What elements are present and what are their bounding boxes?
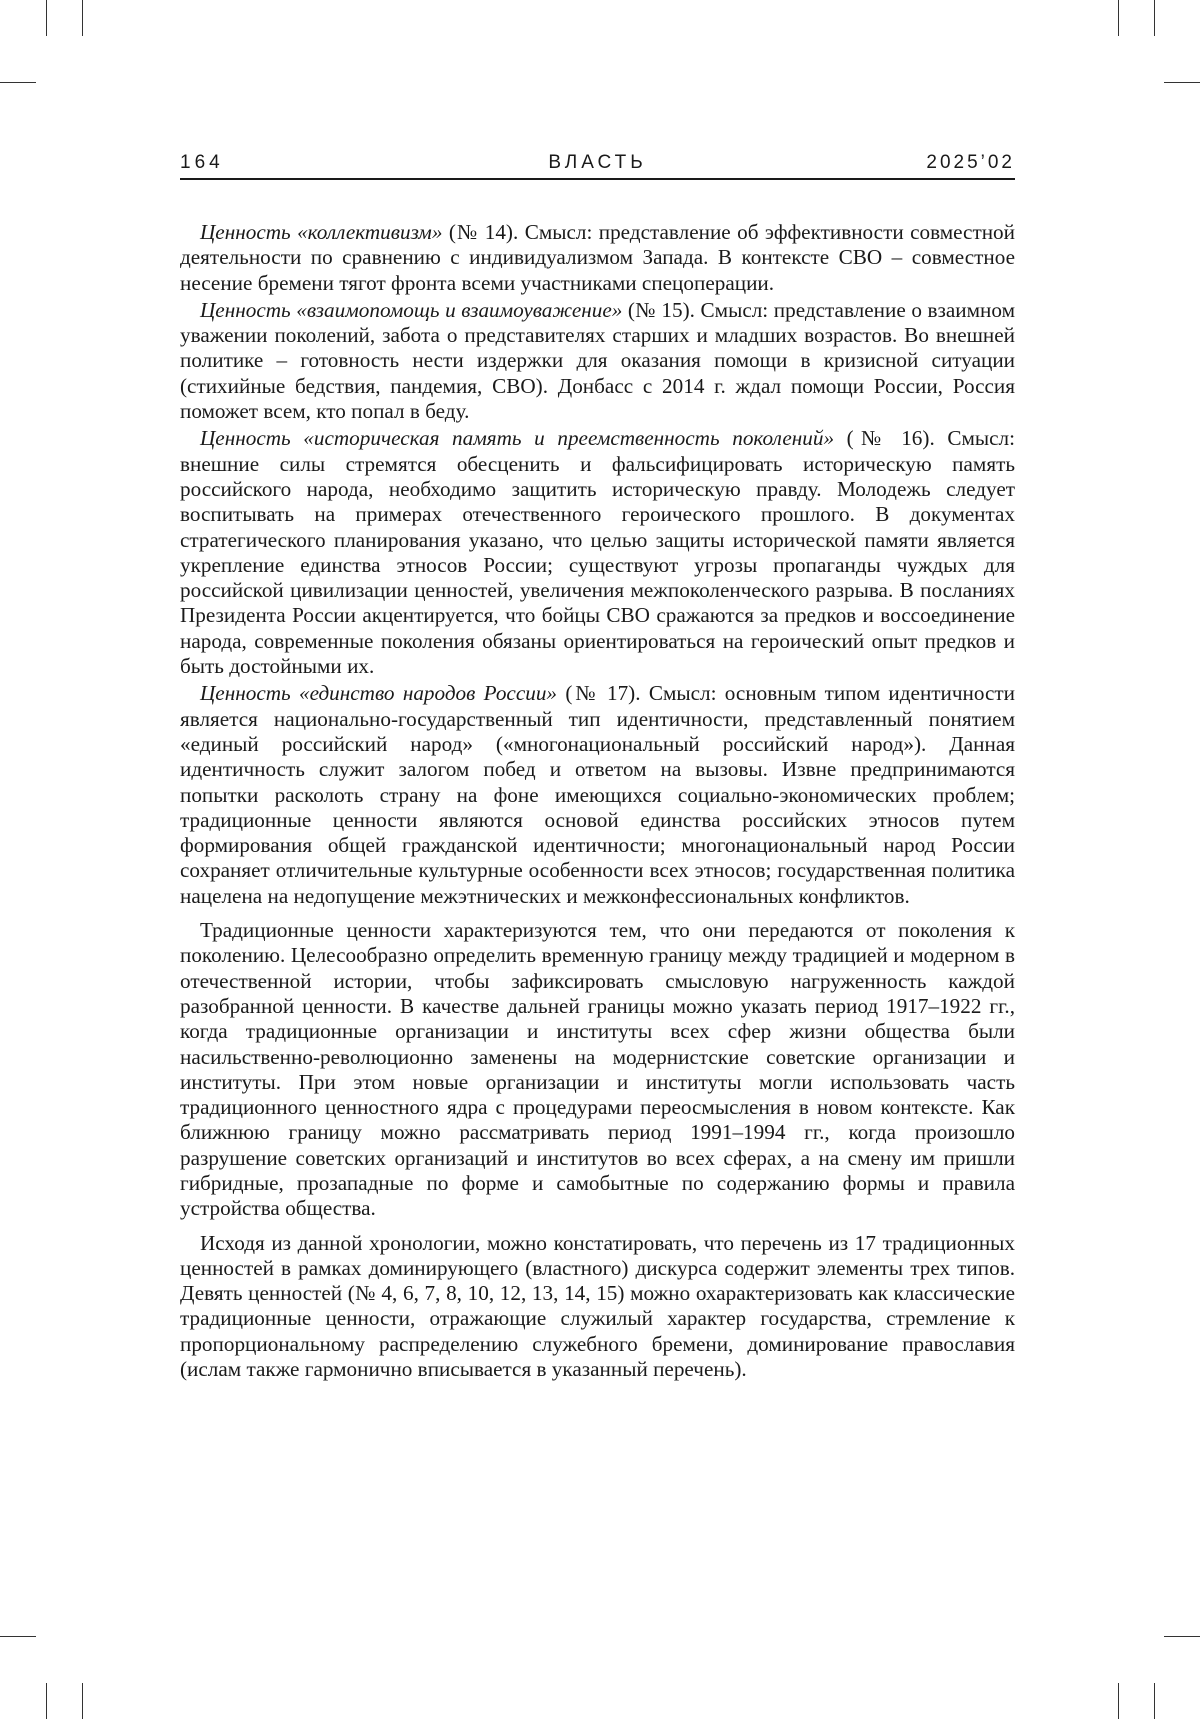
crop-mark bbox=[1118, 0, 1119, 36]
value-heading: Ценность «взаимопомощь и взаимоуважение» bbox=[200, 298, 622, 322]
paragraph-text: (№ 14). Смысл: представление об эффективности совместной деятельности по сравнению с индивидуализмом Запада. В контексте СВО – совместное несение бремени тягот фронта всеми участниками спецоперации. bbox=[180, 220, 1015, 295]
paragraph bbox=[180, 298, 1015, 424]
paragraph bbox=[180, 426, 1015, 679]
crop-mark bbox=[1118, 1683, 1119, 1719]
value-heading: Ценность «единство народов России» bbox=[200, 681, 557, 705]
paragraph bbox=[180, 1231, 1015, 1383]
paragraph-text: (№ 17). Смысл: основным типом идентичности является национально-государственный тип идентичности, представленный понятием «единый российский народ» («многонациональный российский народ»). Данная идентичность служит залогом побед и ответом на вызовы. Извне предпринимаются попытки расколоть страну на фоне имеющихся социально-экономических проблем; традиционные ценности являются основой единства российских этносов путем формирования общей гражданской идентичности; многонациональный народ России сохраняет отличительные культурные особенности всех этносов; государственная политика нацелена на недопущение межэтнических и межконфессиональных конфликтов. bbox=[180, 681, 1015, 907]
page-number: 164 bbox=[180, 152, 224, 174]
paragraph-text: Традиционные ценности характеризуются тем, что они передаются от поколения к поколению. Целесообразно определить временную границу между традицией и модерном в отечественной истории, чтобы зафиксировать смысловую нагруженность каждой разобранной ценности. В качестве дальней границы можно указать период 1917–1922 гг., когда традиционные организации и институты всех сфер жизни общества были насильственно-революционно заменены на модернистские советские организации и институты. При этом новые организации и институты могли использовать часть традиционного ценностного ядра с процедурами переосмысления в новом контексте. Как ближнюю границу можно рассматривать период 1991–1994 гг., когда произошло разрушение советских организаций и институтов во всех сферах, а на смену им пришли гибридные, прозападные по форме и самобытные по содержанию формы и правила устройства общества. bbox=[180, 918, 1015, 1220]
value-heading: Ценность «историческая память и преемственность поколений» bbox=[200, 426, 834, 450]
crop-mark bbox=[1154, 0, 1155, 36]
crop-mark bbox=[82, 0, 83, 36]
paragraph-text: (№ 16). Смысл: внешние силы стремятся обесценить и фальсифицировать историческую память российского народа, необходимо защитить историческую правду. Молодежь следует воспитывать на примерах отечественного героического прошлого. В документах стратегического планирования указано, что целью защиты исторической памяти является укрепление единства этносов России; существуют угрозы пропаганды чуждых для российской цивилизации ценностей, увеличения межпоколенческого разрыва. В посланиях Президента России акцентируется, что бойцы СВО сражаются за предков и воссоединение народа, современные поколения обязаны ориентироваться на героический опыт предков и быть достойными их. bbox=[180, 426, 1015, 678]
journal-title: ВЛАСТЬ bbox=[180, 152, 1015, 174]
issue-number: 2025’02 bbox=[926, 152, 1015, 174]
crop-mark bbox=[46, 0, 47, 36]
crop-mark bbox=[1154, 1683, 1155, 1719]
paragraph bbox=[180, 918, 1015, 1222]
crop-mark bbox=[1164, 1636, 1200, 1637]
crop-mark bbox=[0, 82, 36, 83]
paragraph bbox=[180, 681, 1015, 909]
running-header bbox=[180, 152, 1015, 180]
crop-mark bbox=[82, 1683, 83, 1719]
paragraph-text: (№ 15). Смысл: представление о взаимном уважении поколений, забота о представителях старших и младших возрастов. Во внешней политике – готовность нести издержки для оказания помощи в кризисной ситуации (стихийные бедствия, пандемия, СВО). Донбасс с 2014 г. ждал помощи России, Россия поможет всем, кто попал в беду. bbox=[180, 298, 1015, 423]
crop-mark bbox=[0, 1636, 36, 1637]
paragraph-text: Исходя из данной хронологии, можно констатировать, что перечень из 17 традиционных ценностей в рамках доминирующего (властного) дискурса содержит элементы трех типов. Девять ценностей (№ 4, 6, 7, 8, 10, 12, 13, 14, 15) можно охарактеризовать как классические традиционные ценности, отражающие служилый характер государства, стремление к пропорциональному распределению служебного бремени, доминирование православия (ислам также гармонично вписывается в указанный перечень). bbox=[180, 1231, 1015, 1381]
paragraph bbox=[180, 220, 1015, 296]
article-body bbox=[180, 220, 1015, 1382]
value-heading: Ценность «коллективизм» bbox=[200, 220, 442, 244]
crop-mark bbox=[46, 1683, 47, 1719]
crop-mark bbox=[1164, 82, 1200, 83]
